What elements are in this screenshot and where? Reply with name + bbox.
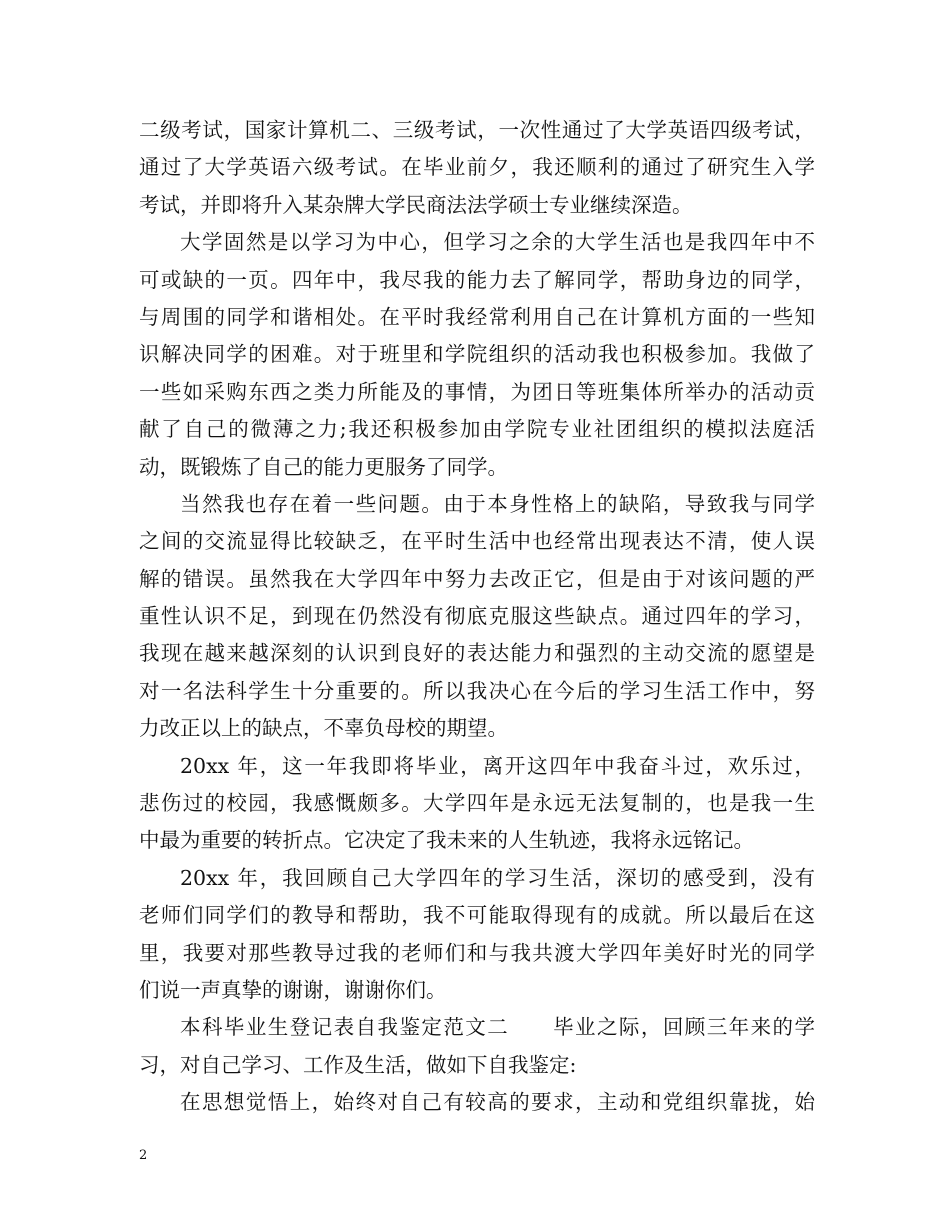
text-line: 献了自己的微薄之力;我还积极参加由学院专业社团组织的模拟法庭活 xyxy=(139,417,815,442)
text-line: 里，我要对那些教导过我的老师们和与我共渡大学四年美好时光的同学 xyxy=(139,940,815,965)
text-line: 动，既锻炼了自己的能力更服务了同学。 xyxy=(139,454,508,479)
document-body xyxy=(139,112,815,1122)
text-line: 二级考试，国家计算机二、三级考试，一次性通过了大学英语四级考试， xyxy=(139,118,815,142)
text-line: 通过了大学英语六级考试。在毕业前夕，我还顺利的通过了研究生入学 xyxy=(139,155,815,180)
text-line: 解的错误。虽然我在大学四年中努力去改正它，但是由于对该问题的严 xyxy=(139,566,815,591)
paragraph-first-line: 当然我也存在着一些问题。由于本身性格上的缺陷，导致我与同学 xyxy=(180,491,815,516)
paragraph-first-line: 20xx 年，我回顾自己大学四年的学习生活，深切的感受到，没有 xyxy=(180,865,815,890)
text-line: 们说一声真挚的谢谢，谢谢你们。 xyxy=(139,977,447,1002)
text-line: 一些如采购东西之类力所能及的事情，为团日等班集体所举办的活动贡 xyxy=(139,379,815,404)
text-line: 对一名法科学生十分重要的。所以我决心在今后的学习生活工作中，努 xyxy=(139,678,815,703)
text-line: 可或缺的一页。四年中，我尽我的能力去了解同学，帮助身边的同学， xyxy=(139,267,815,292)
paragraph-first-line: 大学固然是以学习为中心，但学习之余的大学生活也是我四年中不 xyxy=(180,230,815,255)
text-line: 力改正以上的缺点，不辜负母校的期望。 xyxy=(139,716,508,741)
paragraph-first-line: 20xx 年，这一年我即将毕业，离开这四年中我奋斗过，欢乐过， xyxy=(180,753,815,778)
text-line: 重性认识不足，到现在仍然没有彻底克服这些缺点。通过四年的学习， xyxy=(139,604,815,629)
text-line: 之间的交流显得比较缺乏，在平时生活中也经常出现表达不清，使人误 xyxy=(139,529,815,554)
text-line: 识解决同学的困难。对于班里和学院组织的活动我也积极参加。我做了 xyxy=(139,342,815,367)
text-line: 悲伤过的校园，我感慨颇多。大学四年是永远无法复制的，也是我一生 xyxy=(139,791,815,816)
paragraph-first-line: 在思想觉悟上，始终对自己有较高的要求，主动和党组织靠拢，始 xyxy=(180,1090,815,1115)
page-number: 2 xyxy=(139,1148,148,1163)
text-line: 与周围的同学和谐相处。在平时我经常利用自己在计算机方面的一些知 xyxy=(139,304,815,329)
text-line: 考试，并即将升入某杂牌大学民商法法学硕士专业继续深造。 xyxy=(139,192,693,217)
text-line: 我现在越来越深刻的认识到良好的表达能力和强烈的主动交流的愿望是 xyxy=(139,641,815,666)
text-line: 中最为重要的转折点。它决定了我未来的人生轨迹，我将永远铭记。 xyxy=(139,828,754,853)
text-line: 习，对自己学习、工作及生活，做如下自我鉴定: xyxy=(139,1052,577,1077)
text-line: 老师们同学们的教导和帮助，我不可能取得现有的成就。所以最后在这 xyxy=(139,903,815,928)
paragraph-first-line: 本科毕业生登记表自我鉴定范文二 毕业之际，回顾三年来的学 xyxy=(180,1015,815,1040)
